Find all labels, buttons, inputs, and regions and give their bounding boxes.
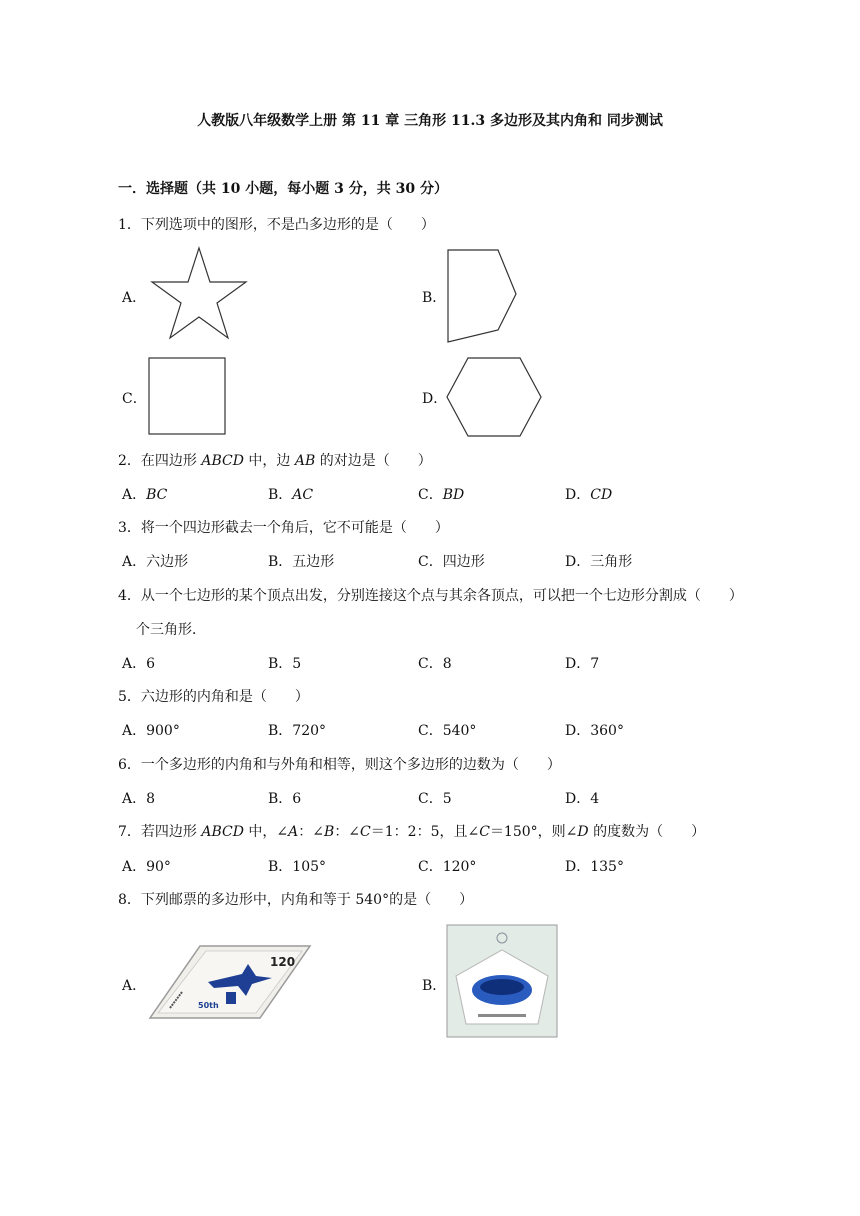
q8-option-a: A． [122,978,147,994]
section-heading: 一．选择题（共 10 小题，每小题 3 分，共 30 分） [118,181,448,197]
q6-option-c: C．5 [418,791,452,807]
question-1-stem: 1．下列选项中的图形，不是凸多边形的是（ ） [118,217,435,233]
q3-option-a: A．六边形 [122,554,189,570]
q3-option-d: D．三角形 [565,554,633,570]
pentagon-figure [444,246,524,344]
page-title: 人教版八年级数学上册 第 11 章 三角形 11.3 多边形及其内角和 同步测试 [197,113,663,129]
q8-option-b: B． [422,978,447,994]
q1-option-c: C． [122,391,147,407]
q7-option-a: A．90° [122,859,171,875]
question-7-stem: 7．若四边形 ABCD 中，∠A：∠B：∠C＝1：2：5，且∠C＝150°，则∠D 的度数为（ ） [118,824,706,840]
q5-option-d: D．360° [565,723,624,739]
star-figure [148,244,250,344]
pentagon-shape [448,250,516,342]
question-8-stem: 8．下列邮票的多边形中，内角和等于 540°的是（ ） [118,892,474,908]
q1-option-b: B． [422,290,447,306]
question-5-stem: 5．六边形的内角和是（ ） [118,689,309,705]
q5-option-b: B．720° [268,723,327,739]
q3-option-b: B．五边形 [268,554,335,570]
q6-option-b: B．6 [268,791,302,807]
q7-option-c: C．120° [418,859,477,875]
q2-italic: AB [294,453,316,469]
question-4-stem: 4．从一个七边形的某个顶点出发，分别连接这个点与其余各顶点，可以把一个七边形分割成（ ） [118,588,743,604]
q2-option-d: D．CD [565,487,613,503]
q2-italic: ABCD [201,453,244,469]
hexagon-figure [444,355,544,439]
q1-option-d: D． [422,391,448,407]
star-shape [152,248,246,338]
q2-text: 中，边 [243,453,295,469]
stamp-caption [478,1014,526,1017]
q2-option-b: B．AC [268,487,314,503]
parallelogram-stamp [148,944,312,1020]
q7-option-d: D．135° [565,859,624,875]
q4-option-b: B．5 [268,656,302,672]
stamp-anniversary: 50th [198,1001,219,1010]
q3-option-c: C．四边形 [418,554,485,570]
q2-option-c: C．BD [418,487,465,503]
pentagon-stamp [446,924,558,1038]
q7-option-b: B．105° [268,859,327,875]
question-6-stem: 6．一个多边形的内角和与外角和相等，则这个多边形的边数为（ ） [118,757,561,773]
question-4-stem-continued: 个三角形． [136,622,206,638]
q5-option-c: C．540° [418,723,477,739]
stamp-denomination: 120 [270,955,296,969]
q6-option-d: D．4 [565,791,600,807]
q1-option-a: A． [122,290,147,306]
q2-text: 的对边是（ ） [315,453,432,469]
q4-option-c: C．8 [418,656,452,672]
question-3-stem: 3．将一个四边形截去一个角后，它不可能是（ ） [118,520,449,536]
q4-option-d: D．7 [565,656,600,672]
q5-option-a: A．900° [122,723,180,739]
hexagon-shape [447,358,541,436]
square-shape [149,358,225,434]
q6-option-a: A．8 [122,791,156,807]
q4-option-a: A．6 [122,656,156,672]
q2-option-a: A．BC [122,487,168,503]
question-2-stem [118,450,432,470]
stadium-roof [480,979,524,995]
q2-text: 2．在四边形 [118,453,202,469]
square-figure [147,356,227,436]
